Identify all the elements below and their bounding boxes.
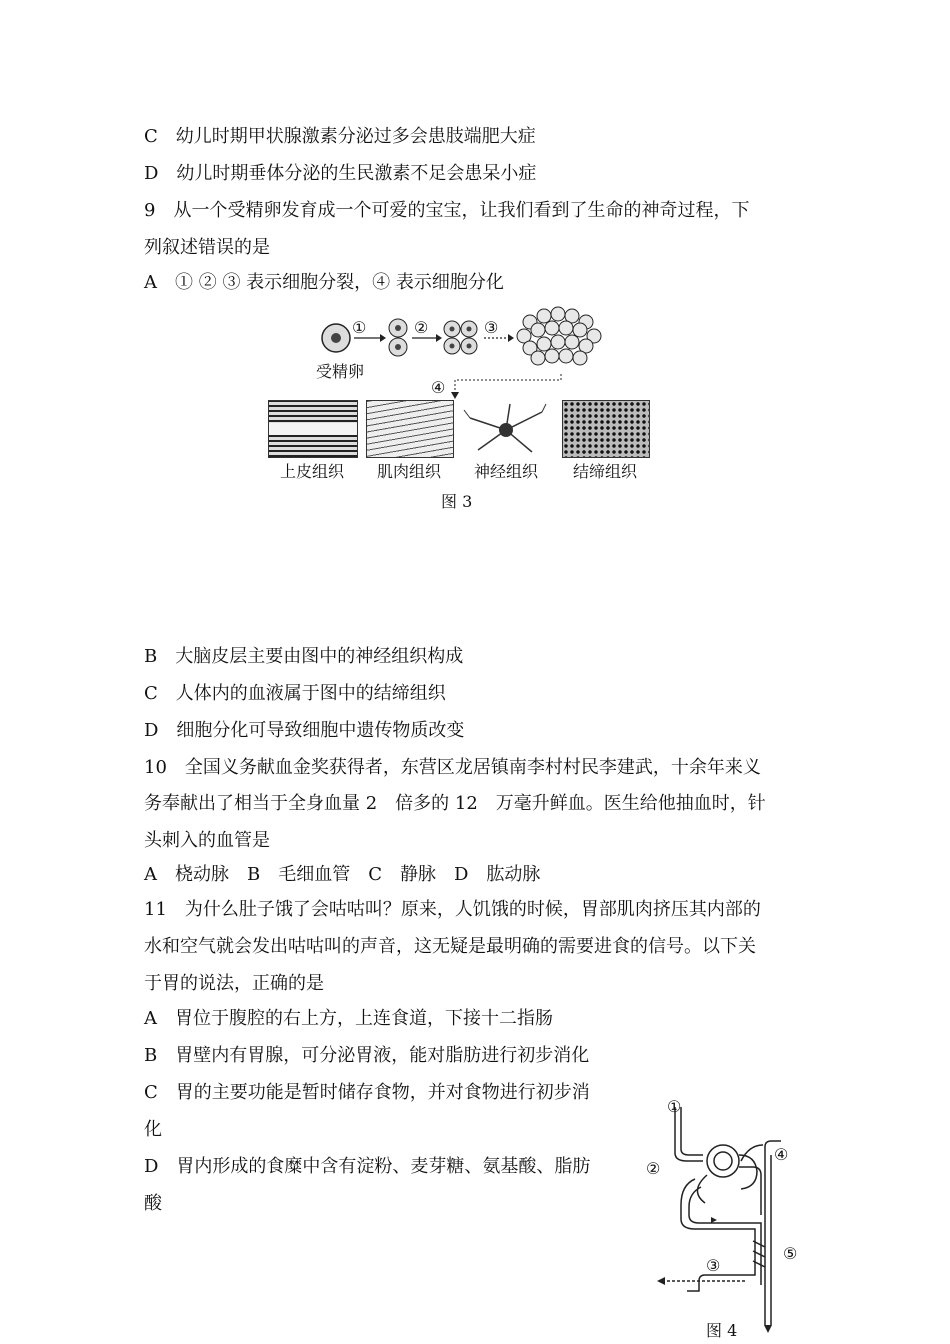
tissue-label-connective: 结缔组织 [572,462,637,481]
question-10-line3: 头刺入的血管是 [144,830,270,851]
zygote-label: 受精卵 [316,362,365,381]
step-4-label: ④ [431,378,446,397]
tissue-label-epithelial: 上皮组织 [279,462,344,481]
question-11-line1: 11 为什么肚子饿了会咕咕叫？原来，人饥饿的时候，胃部肌肉挤压其内部的 [144,899,761,920]
figure-3-caption: 图 3 [441,492,473,511]
option-11c-line2: 化 [144,1119,162,1140]
step-3-label: ③ [484,318,499,337]
marker-3: ③ [706,1256,721,1275]
question-9-line1: 9 从一个受精卵发育成一个可爱的宝宝，让我们看到了生命的神奇过程，下 [144,200,750,221]
tissue-label-muscle: 肌肉组织 [376,462,441,481]
option-9c: C 人体内的血液属于图中的结缔组织 [144,683,446,704]
option-11b: B 胃壁内有胃腺，可分泌胃液，能对脂肪进行初步消化 [144,1045,590,1066]
option-9d: D 细胞分化可导致细胞中遗传物质改变 [144,720,465,741]
option-8d: D 幼儿时期垂体分泌的生民激素不足会患呆小症 [144,163,537,184]
marker-5: ⑤ [783,1244,798,1263]
figure-4-caption: 图 4 [706,1321,738,1340]
step-1-label: ① [352,318,367,337]
question-9-line2: 列叙述错误的是 [144,237,270,258]
option-9b: B 大脑皮层主要由图中的神经组织构成 [144,646,464,667]
question-10-line1: 10 全国义务献血金奖获得者，东营区龙居镇南李村村民李建武，十余年来义 [144,757,761,778]
connective-tissue-image [562,400,650,458]
marker-1: ① [667,1097,682,1116]
marker-4: ④ [774,1145,789,1164]
question-11-line3: 于胃的说法，正确的是 [144,973,324,994]
tissue-label-nerve: 神经组织 [473,462,538,481]
question-11-line2: 水和空气就会发出咕咕叫的声音，这无疑是最明确的需要进食的信号。以下关 [144,936,756,957]
option-8c: C 幼儿时期甲状腺激素分泌过多会患肢端肥大症 [144,126,536,147]
option-11d-line1: D 胃内形成的食糜中含有淀粉、麦芽糖、氨基酸、脂肪 [144,1156,591,1177]
option-11d-line2: 酸 [144,1193,162,1214]
nerve-tissue-image [462,400,548,456]
option-11a: A 胃位于腹腔的右上方，上连食道，下接十二指肠 [144,1008,553,1029]
option-9a: A ① ② ③ 表示细胞分裂，④ 表示细胞分化 [144,272,504,293]
option-11c-line1: C 胃的主要功能是暂时储存食物，并对食物进行初步消 [144,1082,590,1103]
epithelial-tissue-image [268,400,358,458]
differentiation-arrow [445,374,575,400]
marker-2: ② [646,1159,661,1178]
muscle-tissue-image [366,400,454,458]
question-10-line2: 务奉献出了相当于全身血量 2 倍多的 12 万毫升鲜血。医生给他抽血时，针 [144,793,766,814]
step-2-label: ② [414,318,429,337]
nephron-diagram [645,1095,798,1335]
question-10-options: A 桡动脉 B 毛细血管 C 静脉 D 肱动脉 [144,864,541,885]
